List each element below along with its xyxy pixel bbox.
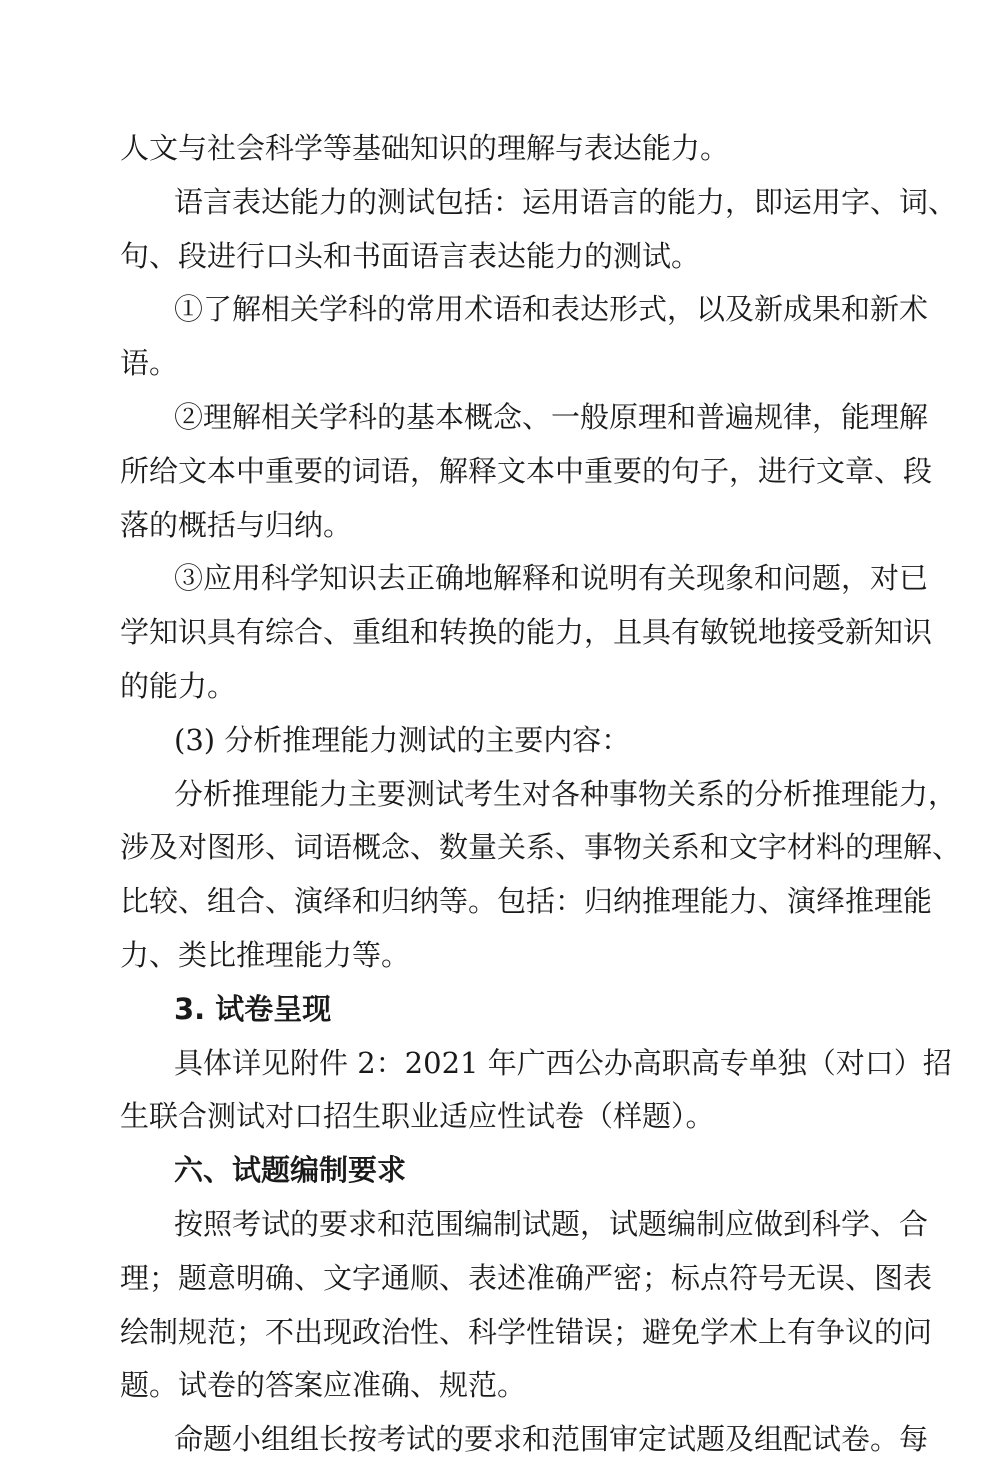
text-line: 理；题意明确、文字通顺、表述准确严密；标点符号无误、图表 bbox=[120, 1260, 933, 1295]
text-line: 语言表达能力的测试包括：运用语言的能力，即运用字、词、 bbox=[174, 184, 958, 219]
text-line: ①了解相关学科的常用术语和表达形式，以及新成果和新术 bbox=[174, 292, 929, 327]
text-line: 落的概括与归纳。 bbox=[120, 507, 353, 542]
text-line: 比较、组合、演绎和归纳等。包括：归纳推理能力、演绎推理能 bbox=[120, 884, 933, 919]
text-line: ②理解相关学科的基本概念、一般原理和普遍规律，能理解 bbox=[174, 399, 929, 434]
text-line: ③应用科学知识去正确地解释和说明有关现象和问题，对已 bbox=[174, 561, 929, 596]
text-line: 人文与社会科学等基础知识的理解与表达能力。 bbox=[120, 131, 730, 165]
text-line: 语。 bbox=[120, 346, 179, 381]
text-line: 分析推理能力主要测试考生对各种事物关系的分析推理能力， bbox=[174, 776, 958, 811]
document-body bbox=[120, 122, 962, 1467]
text-line: 生联合测试对口招生职业适应性试卷（样题）。 bbox=[120, 1099, 715, 1134]
text-line: 涉及对图形、词语概念、数量关系、事物关系和文字材料的理解、 bbox=[120, 830, 962, 865]
text-line: 所给文本中重要的词语，解释文本中重要的句子，进行文章、段 bbox=[120, 453, 933, 488]
text-line: 命题小组组长按考试的要求和范围审定试题及组配试卷。每 bbox=[174, 1422, 929, 1457]
section-heading: 3. 试卷呈现 bbox=[174, 991, 332, 1026]
text-line: 绘制规范；不出现政治性、科学性错误；避免学术上有争议的问 bbox=[120, 1314, 933, 1349]
text-line: 题。试卷的答案应准确、规范。 bbox=[120, 1368, 527, 1403]
text-line: 力、类比推理能力等。 bbox=[120, 937, 411, 972]
text-line: 句、段进行口头和书面语言表达能力的测试。 bbox=[120, 238, 701, 273]
text-line: 具体详见附件 2：2021 年广西公办高职高专单独（对口）招 bbox=[174, 1045, 952, 1080]
text-line: 按照考试的要求和范围编制试题，试题编制应做到科学、合 bbox=[174, 1206, 929, 1241]
text-line: (3) 分析推理能力测试的主要内容： bbox=[174, 722, 631, 757]
text-line: 的能力。 bbox=[120, 668, 237, 703]
text-line: 学知识具有综合、重组和转换的能力，且具有敏锐地接受新知识 bbox=[120, 615, 933, 650]
section-heading: 六、试题编制要求 bbox=[174, 1153, 407, 1188]
